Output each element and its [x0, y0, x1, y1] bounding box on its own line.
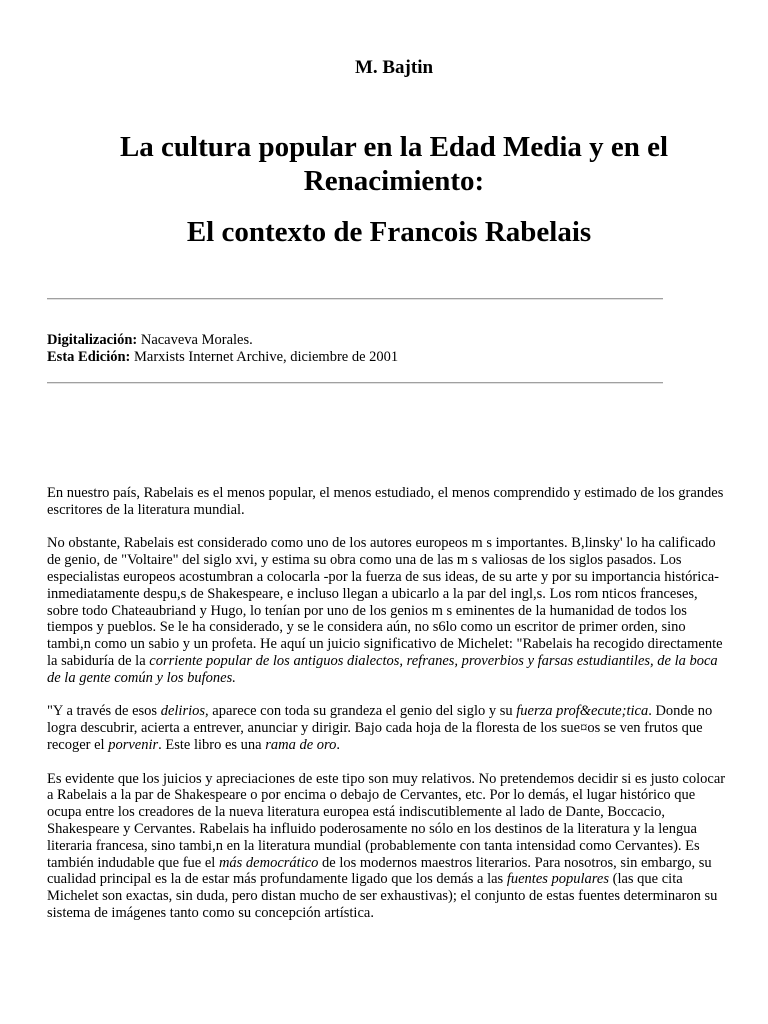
paragraph-4-emph-b: fuentes populares [506, 871, 609, 888]
paragraph-4-emph-a: más democrático [218, 854, 319, 871]
digitization-value: Nacaveva Morales. [137, 332, 253, 348]
paragraph-3-emph-d: rama de oro [265, 736, 337, 753]
bottom-divider [47, 382, 663, 384]
edition-label: Esta Edición: [47, 349, 131, 365]
paragraph-3-emph-b: fuerza prof&ecute;tica [516, 703, 649, 720]
edition-value: Marxists Internet Archive, diciembre de 2001 [130, 349, 399, 365]
digitization-line [47, 332, 727, 349]
paragraph-2 [47, 535, 731, 686]
digitization-label: Digitalización: [47, 332, 138, 348]
paragraph-3-emph-a: delirios [160, 703, 206, 720]
paragraph-1-text: En nuestro país, Rabelais es el menos popular, el menos estudiado, el menos comprendido y estimado de los grandes escritores de la literatura mundial. [47, 485, 724, 518]
paragraph-3-text-e: . [336, 736, 341, 753]
paragraph-1 [47, 485, 731, 519]
book-title: La cultura popular en la Edad Media y en el Renacimiento: [119, 131, 669, 197]
paragraph-2-text: No obstante, Rabelais est considerado como uno de los autores europeos m s importantes. B,linsky' lo ha calificado de genio, de "Voltaire" del siglo xvi, y estima su obra como una de las m s valiosas de los siglos pasados. Los especialistas europeos acostumbran a colocarla -por la fuerza de sus ideas, de su arte y por su importancia histórica- inmediatamente despu,s de Shakespeare, e incluso llegan a ubicarlo a la par del ingl,s. Los rom nticos franceses, sobre todo Chateaubriand y Hugo, lo tenían por uno de los genios m s eminentes de la humanidad de todos los tiempos y pueblos. Se le ha considerado, y se le considera aún, no s6lo como un escritor de primer orden, sino tambi,n como un sabio y un profeta. He aquí un juicio significativo de Michelet: "Rabelais ha recogido directamente la sabiduría de la [47, 535, 723, 669]
paragraph-3-text-b: , aparece con toda su grandeza el genio del siglo y su [205, 703, 517, 720]
paragraph-4-text-a: Es evidente que los juicios y apreciaciones de este tipo son muy relativos. No pretendemos decidir si es justo colocar a Rabelais a la par de Shakespeare o por encima o debajo de Cervantes, etc. Por lo demás, el lugar histórico que ocupa entre los creadores de la nueva literatura europea está indiscutiblemente al lado de Dante, Boccacio, Shakespeare y Cervantes. Rabelais ha influido poderosamente no sólo en los destinos de la literatura y la lengua literaria francesa, sino tambi,n en la literatura mundial (probablemente con tanta intensidad como Cervantes). Es también indudable que fue el [47, 770, 726, 871]
paragraph-3-text-a: "Y a través de esos [47, 703, 161, 720]
paragraph-3-emph-c: porvenir [108, 736, 159, 753]
paragraph-3-text-d: . Este libro es una [158, 736, 266, 753]
paragraph-4-text-c: (las que cita Michelet son exactas, sin duda, pero distan mucho de ser exhaustivas); el conjunto de estas fuentes determinaron su sistema de imágenes tanto como su concepción artística. [47, 871, 718, 921]
paragraph-2-quote: corriente popular de los antiguos dialectos, refranes, proverbios y farsas estudiantiles, de la boca de la gente común y los bufones. [47, 652, 718, 686]
paragraph-3 [47, 703, 731, 753]
top-divider [47, 298, 663, 300]
paragraph-4 [47, 771, 731, 922]
credits-block [47, 332, 727, 366]
book-subtitle: El contexto de Francois Rabelais [186, 216, 592, 248]
main-text [47, 485, 731, 939]
author-name: M. Bajtin [354, 57, 434, 78]
edition-line [47, 349, 727, 366]
paragraph-4-text-b: de los modernos maestros literarios. Para nosotros, sin embargo, su cualidad principal es la de estar más profundamente ligado que los demás a las [47, 854, 712, 888]
paragraph-3-text-c: . Donde no logra descubrir, acierta a entrever, anunciar y dirigir. Bajo cada hoja de la floresta de los sue¤os se ven frutos que recoger el [47, 703, 713, 753]
